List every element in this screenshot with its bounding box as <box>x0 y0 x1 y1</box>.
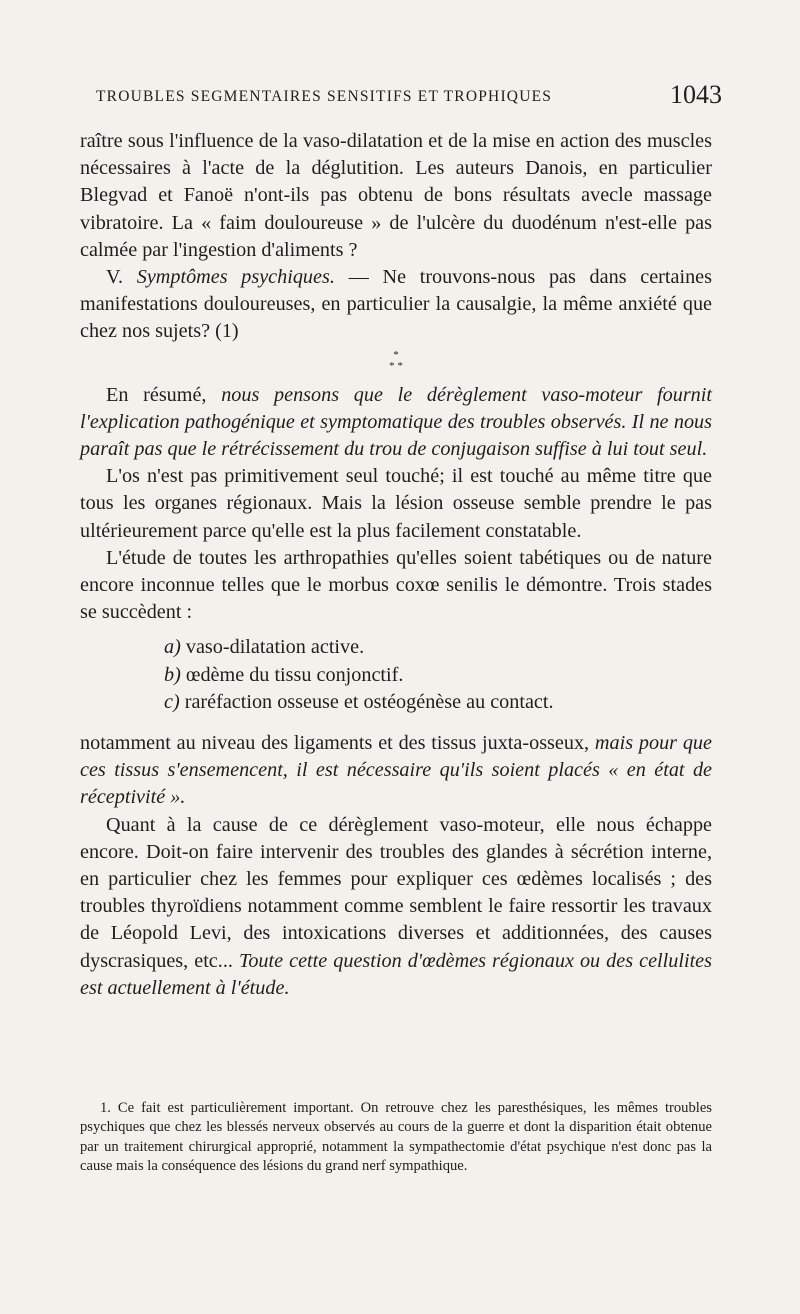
paragraph-6-italic: mais pour que ces tissus s'ensemencent, il est nécessaire qu'ils soient placés « en état de réceptivité ». <box>80 732 712 809</box>
page-number: 1043 <box>670 80 722 109</box>
paragraph-7-lead: Quant à la cause de ce dérèglement vaso-moteur, elle nous échappe encore. Doit-on faire intervenir des troubles des glandes à sécrétion interne, en particulier chez les femmes pour expliquer ces œdèmes localisés ; des troubles thyroïdiens notamment comme semblent le faire ressortir les travaux de Léopold Levi, des intoxications diverses et additionnées, des causes dyscrasiques, etc... <box>80 813 712 972</box>
paragraph-2-text: — Ne trouvons-nous pas dans certaines manifestations douloureuses, en particulier la causalgie, la même anxiété que chez nos sujets? (1) <box>80 266 712 343</box>
paragraph-1: raître sous l'influence de la vaso-dilatation et de la mise en action des muscles nécessaires à l'acte de la déglutition. Les auteurs Danois, en particulier Blegvad et Fanoë n'ont-ils pas obtenu de bons résultats avecle massage vibratoire. La « faim douloureuse » de l'ulcère du duodénum n'est-elle pas calmée par l'ingestion d'aliments ? <box>80 130 712 261</box>
paragraph-6 <box>80 730 712 812</box>
list-item <box>164 689 712 716</box>
asterism-bottom: * * <box>389 359 403 372</box>
paragraph-6-lead: notamment au niveau des ligaments et des tissus juxta-osseux, <box>80 732 595 755</box>
paragraph-3 <box>80 382 712 464</box>
section-separator-asterism <box>80 346 712 382</box>
section-title: Symptômes psychiques. <box>136 266 335 289</box>
list-item-text: raréfaction osseuse et ostéogénèse au contact. <box>179 690 554 713</box>
paragraph-5: L'étude de toutes les arthropathies qu'elles soient tabétiques ou de nature encore inconnue telles que le morbus coxœ senilis le démontre. Trois stades se succèdent : <box>80 546 712 624</box>
list-item <box>164 662 712 689</box>
footnote-1: 1. Ce fait est particulièrement important. On retrouve chez les paresthésiques, les mêmes troubles psychiques que chez les blessés nerveux observés au cours de la guerre et dont la disparition était obtenue par un traitement chirurgical approprié, notamment la sympathectomie d'état psychique n'est donc pas la cause mais la conséquence des lésions du grand nerf sympathique. <box>80 1100 712 1175</box>
running-title: TROUBLES SEGMENTAIRES SENSITIFS ET TROPHIQUES <box>96 88 553 105</box>
list-marker: a) <box>164 636 181 659</box>
list-item <box>164 634 712 661</box>
paragraph-3-lead: En résumé, <box>106 383 222 406</box>
stages-list <box>164 634 712 716</box>
list-item-text: vaso-dilatation active. <box>180 636 365 659</box>
list-item-text: œdème du tissu conjonctif. <box>180 663 404 686</box>
paragraph-7 <box>80 812 712 1002</box>
paragraph-4: L'os n'est pas primitivement seul touché; il est touché au même titre que tous les organes régionaux. Mais la lésion osseuse semble prendre le pas ultérieurement parce qu'elle est la plus facilement constatable. <box>80 465 712 542</box>
paragraph-3-italic: nous pensons que le dérèglement vaso-moteur fournit l'explication pathogénique et symptomatique des troubles observés. Il ne nous paraît pas que le rétrécissement du trou de conjugaison suffise à lui tout seul. <box>80 383 712 461</box>
footnotes <box>80 1099 712 1177</box>
asterism-top: * <box>393 348 399 361</box>
running-header <box>96 80 722 114</box>
paragraph-7-italic: Toute cette question d'œdèmes régionaux ou des cellulites est actuellement à l'étude. <box>80 949 712 999</box>
body-text <box>80 128 712 1002</box>
section-number: V. <box>106 266 124 289</box>
list-marker: c) <box>164 690 180 713</box>
list-marker: b) <box>164 663 181 686</box>
paragraph-2 <box>80 264 712 346</box>
